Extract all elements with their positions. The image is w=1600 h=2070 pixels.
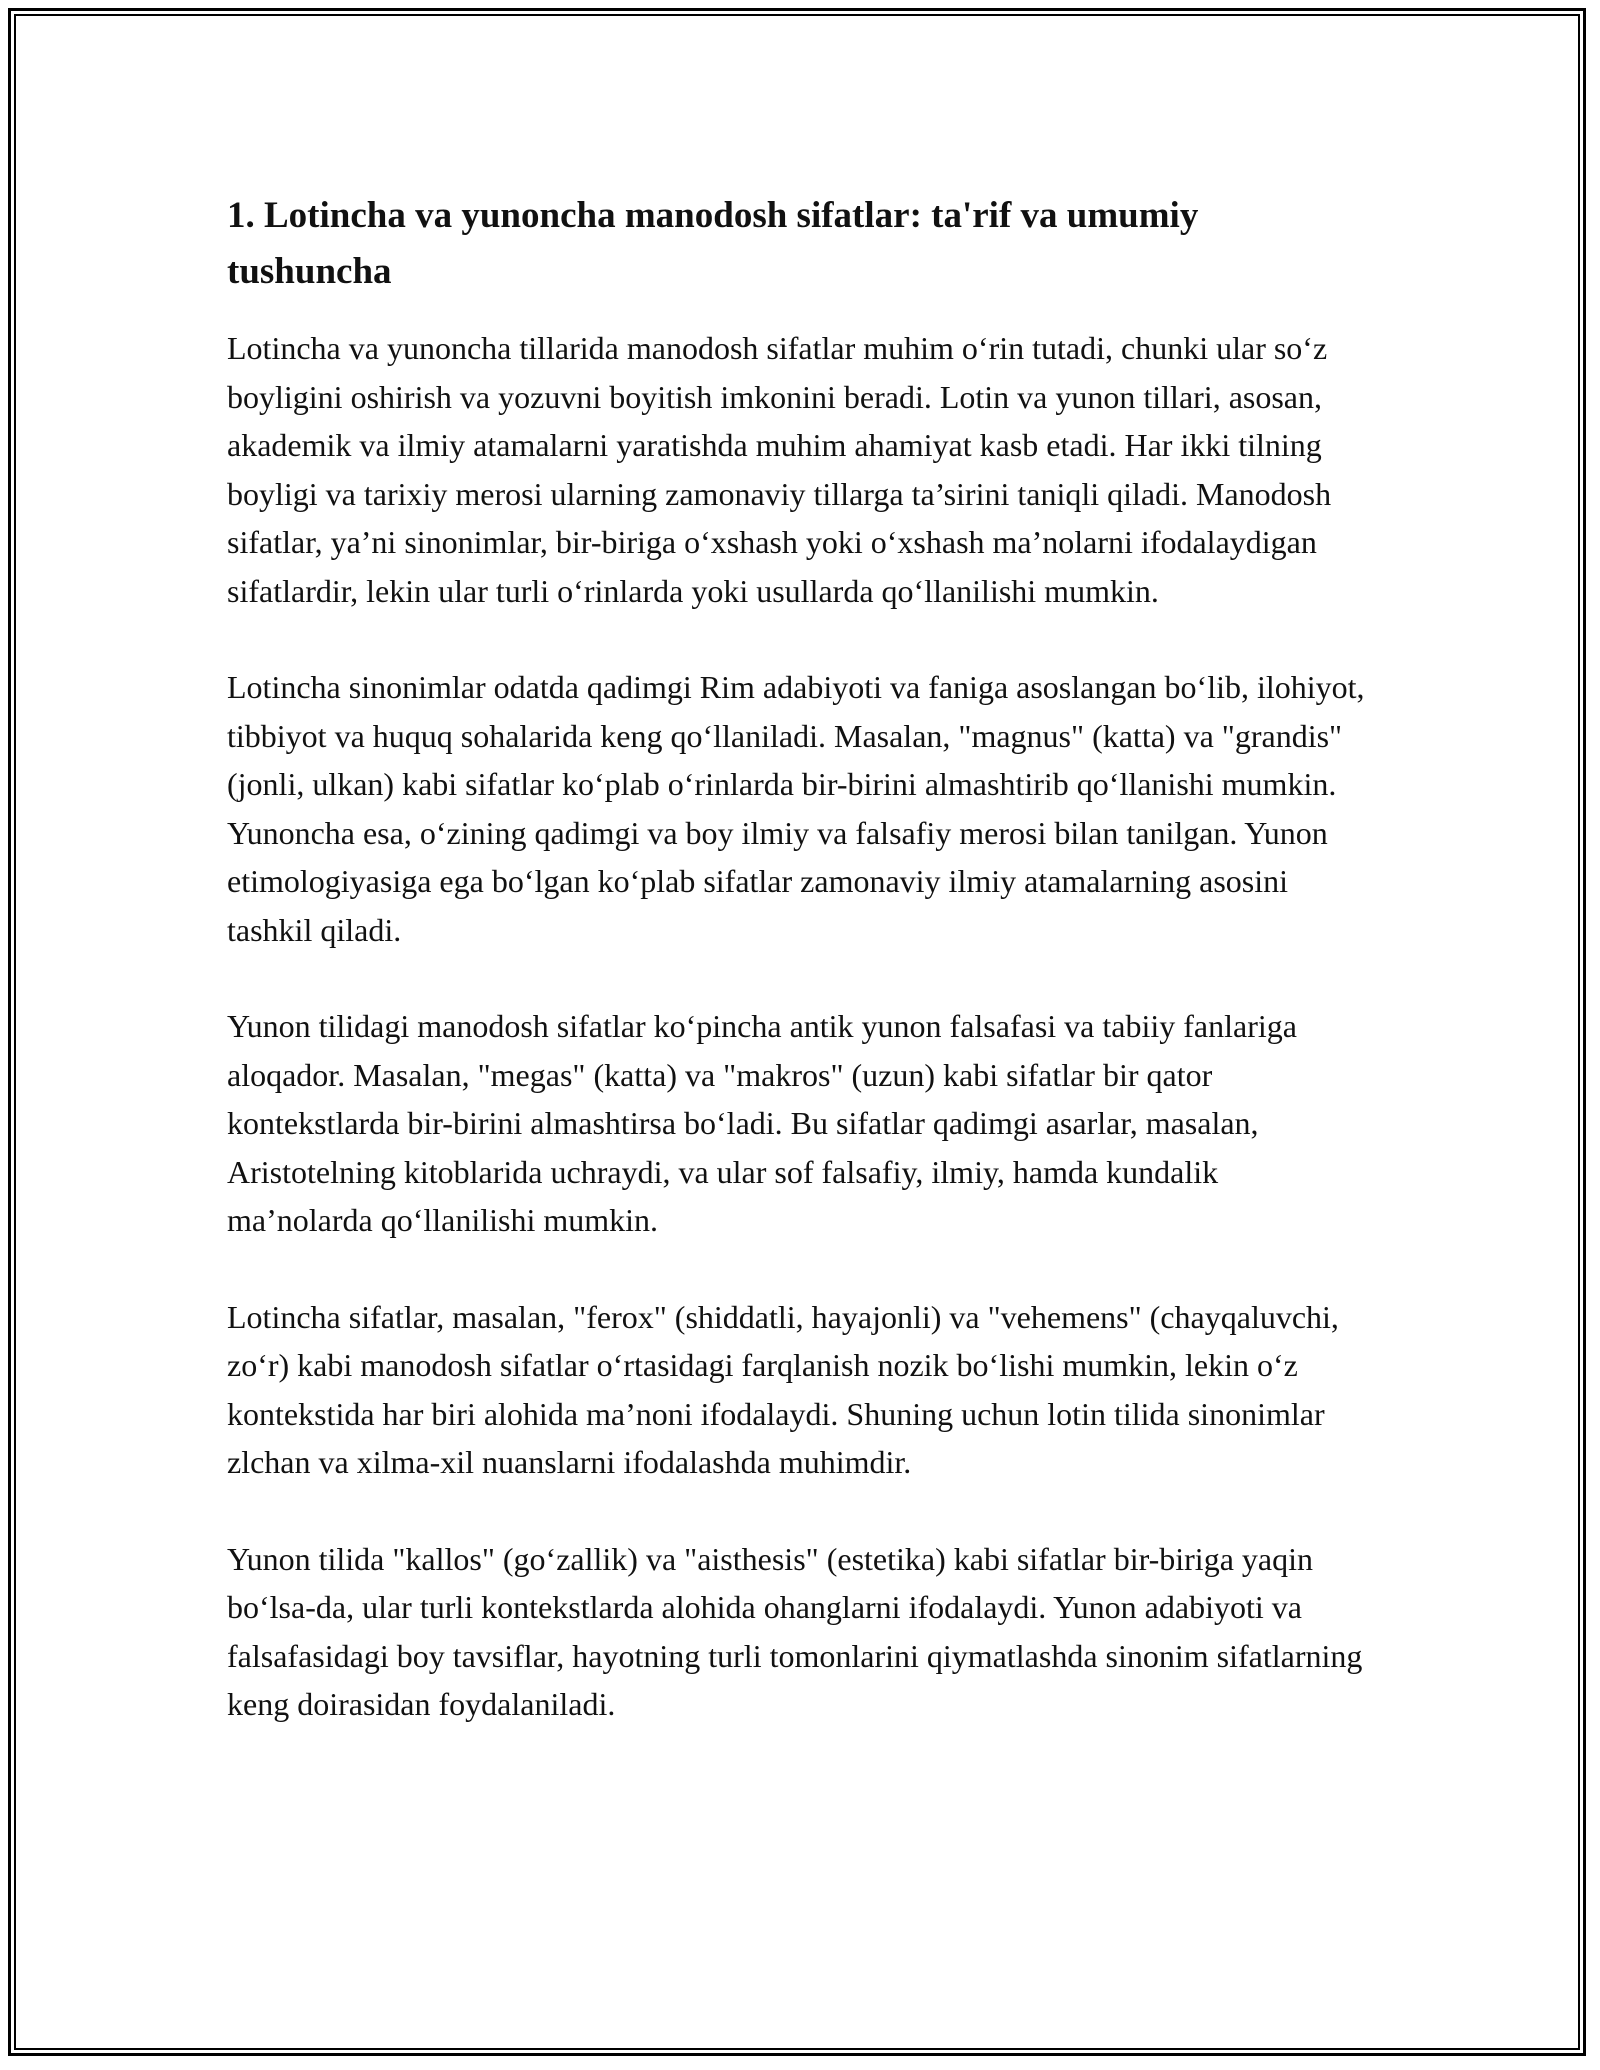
paragraph-5: Yunon tilida "kallos" (go‘zallik) va "aisthesis" (estetika) kabi sifatlar bir-biriga yaqin bo‘lsa-da, ular turli kontekstlarda alohida ohanglarni ifodalaydi. Yunon adabiyoti va falsafasidagi boy tavsiflar, hayotning turli tomonlarini qiymatlashda sinonim sifatlarning keng doirasidan foydalaniladi. (227, 1540, 1363, 1722)
section-heading: 1. Lotincha va yunoncha manodosh sifatlar: ta'rif va umumiy tushuncha (227, 195, 1199, 292)
paragraph-2: Lotincha sinonimlar odatda qadimgi Rim adabiyoti va faniga asoslangan bo‘lib, ilohiyot, tibbiyot va huquq sohalarida keng qo‘llaniladi. Masalan, "magnus" (katta) va "grandis" (jonli, ulkan) kabi sifatlar ko‘plab o‘rinlarda bir-birini almashtirib qo‘llanishi mumkin. Yunoncha esa, o‘zining qadimgi va boy ilmiy va falsafiy merosi bilan tanilgan. Yunon etimologiyasiga ega bo‘lgan ko‘plab sifatlar zamonaviy ilmiy atamalarning asosini tashkil qiladi. (227, 669, 1365, 948)
paragraph-4: Lotincha sifatlar, masalan, "ferox" (shiddatli, hayajonli) va "vehemens" (chayqaluvchi, zo‘r) kabi manodosh sifatlar o‘rtasidagi farqlanish nozik bo‘lishi mumkin, lekin o‘z kontekstida har biri alohida ma’noni ifodalaydi. Shuning uchun lotin tilida sinonimlar zlchan va xilma-xil nuanslarni ifodalashda muhimdir. (227, 1298, 1339, 1480)
paragraph-3: Yunon tilidagi manodosh sifatlar ko‘pincha antik yunon falsafasi va tabiiy fanlariga aloqador. Masalan, "megas" (katta) va "makros" (uzun) kabi sifatlar bir qator kontekstlarda bir-birini almashtirsa bo‘ladi. Bu sifatlar qadimgi asarlar, masalan, Aristotelning kitoblarida uchraydi, va ular sof falsafiy, ilmiy, hamda kundalik ma’nolarda qo‘llanilishi mumkin. (227, 1008, 1297, 1238)
document-body (227, 188, 1367, 1777)
paragraph-1: Lotincha va yunoncha tillarida manodosh sifatlar muhim o‘rin tutadi, chunki ular so‘z boyligini oshirish va yozuvni boyitish imkonini beradi. Lotin va yunon tillari, asosan, akademik va ilmiy atamalarni yaratishda muhim ahamiyat kasb etadi. Har ikki tilning boyligi va tarixiy merosi ularning zamonaviy tillarga ta’sirini taniqli qiladi. Manodosh sifatlar, ya’ni sinonimlar, bir-biriga o‘xshash yoki o‘xshash ma’nolarni ifodalaydigan sifatlardir, lekin ular turli o‘rinlarda yoki usullarda qo‘llanilishi mumkin. (227, 330, 1332, 609)
